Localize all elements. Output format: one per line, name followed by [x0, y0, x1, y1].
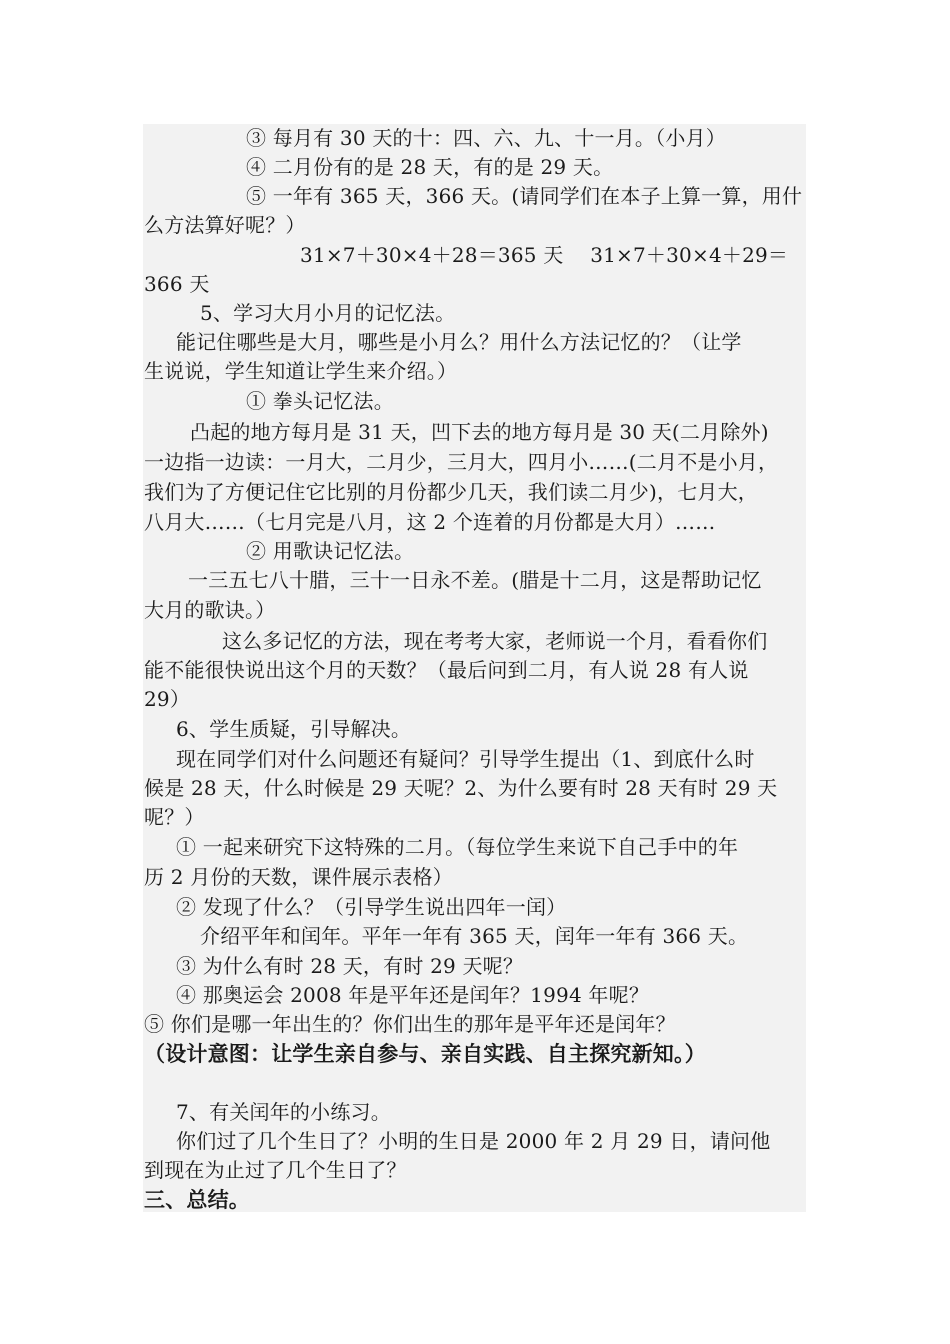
formula-line: 31×7＋30×4＋28＝365 天 31×7＋30×4＋29＝	[300, 243, 789, 267]
design-intent-note: （设计意图：让学生亲自参与、亲自实践、自主探究新知。）	[144, 1042, 706, 1066]
text-line: ② 用歌诀记忆法。	[246, 539, 415, 563]
text-line: 能记住哪些是大月，哪些是小月么？用什么方法记忆的？（让学	[176, 330, 742, 354]
text-line: 能不能很快说出这个月的天数？（最后问到二月，有人说 28 有人说	[144, 658, 749, 682]
text-line: 么方法算好呢？）	[144, 213, 306, 237]
text-line: 介绍平年和闰年。平年一年有 365 天，闰年一年有 366 天。	[200, 924, 749, 948]
section-heading: 7、有关闰年的小练习。	[176, 1100, 391, 1124]
text-line: 八月大……（七月完是八月，这 2 个连着的月份都是大月）……	[144, 510, 716, 534]
text-line: 一三五七八十腊，三十一日永不差。(腊是十二月，这是帮助记忆	[188, 568, 762, 592]
text-line: ④ 那奥运会 2008 年是平年还是闰年？1994 年呢？	[176, 983, 650, 1007]
section-heading: 5、学习大月小月的记忆法。	[200, 301, 456, 325]
text-line: ⑤ 一年有 365 天，366 天。(请同学们在本子上算一算，用什	[246, 184, 803, 208]
text-line: ① 拳头记忆法。	[246, 389, 394, 413]
text-line: 你们过了几个生日了？小明的生日是 2000 年 2 月 29 日，请问他	[176, 1129, 771, 1153]
text-line: 呢？）	[144, 805, 205, 829]
text-line: 366 天	[144, 272, 210, 296]
text-line: 生说说，学生知道让学生来介绍。）	[144, 359, 458, 383]
text-line: 我们为了方便记住它比别的月份都少几天，我们读二月少)，七月大，	[144, 480, 759, 504]
text-line: 现在同学们对什么问题还有疑问？引导学生提出（1、到底什么时	[176, 747, 755, 771]
text-line: 凸起的地方每月是 31 天，凹下去的地方每月是 30 天(二月除外)	[190, 420, 769, 444]
text-line: 一边指一边读：一月大，二月少，三月大，四月小……(二月不是小月，	[144, 450, 779, 474]
text-line: ② 发现了什么？（引导学生说出四年一闰）	[176, 895, 567, 919]
text-line: 历 2 月份的天数，课件展示表格）	[144, 865, 453, 889]
summary-heading: 三、总结。	[144, 1188, 250, 1212]
text-line: 29）	[144, 687, 191, 711]
text-line: 这么多记忆的方法，现在考考大家，老师说一个月，看看你们	[222, 629, 768, 653]
text-line: ④ 二月份有的是 28 天，有的是 29 天。	[246, 155, 614, 179]
section-heading: 6、学生质疑，引导解决。	[176, 717, 412, 741]
text-line: ③ 每月有 30 天的十：四、六、九、十一月。（小月）	[246, 126, 726, 150]
text-line: 候是 28 天，什么时候是 29 天呢？2、为什么要有时 28 天有时 29 天	[144, 776, 778, 800]
text-line: ③ 为什么有时 28 天，有时 29 天呢？	[176, 954, 524, 978]
text-line: 到现在为止过了几个生日了？	[144, 1158, 407, 1182]
text-line: 大月的歌诀。）	[144, 598, 276, 622]
text-line: ① 一起来研究下这特殊的二月。（每位学生来说下自己手中的年	[176, 835, 739, 859]
text-line: ⑤ 你们是哪一年出生的？你们出生的那年是平年还是闰年？	[144, 1012, 676, 1036]
